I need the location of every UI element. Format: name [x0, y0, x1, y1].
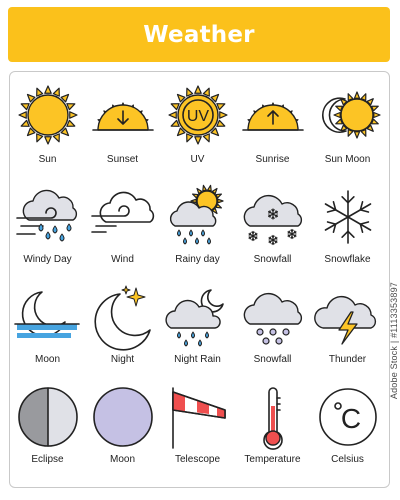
icon-label: Moon — [109, 454, 135, 465]
snowflake-branch — [348, 231, 354, 237]
icon-label: Temperature — [244, 454, 301, 465]
icon-tile-celsius — [310, 384, 385, 484]
icon-tile-sunrise — [235, 84, 310, 184]
sun-ray — [203, 134, 209, 142]
uv-glyph: UV — [186, 108, 210, 125]
moon-over-water-icon — [15, 284, 81, 350]
sun-ray — [218, 199, 223, 203]
windy-day-icon — [15, 184, 81, 250]
snowfall-icon — [240, 184, 306, 250]
sun-ray — [220, 112, 227, 118]
snowflake-branch — [360, 210, 368, 212]
icon-tile-sun-moon — [310, 84, 385, 184]
icon-label: Eclipse — [31, 454, 64, 465]
icon-grid — [10, 84, 390, 484]
sun-ray — [203, 88, 209, 96]
celsius-glyph: C — [340, 403, 362, 434]
snowflake-branch — [360, 222, 368, 224]
icon-label: UV — [190, 154, 205, 165]
sun-ray — [169, 112, 176, 118]
sun-ray — [21, 104, 29, 110]
eclipse-icon — [15, 384, 81, 450]
snowflake-branch — [292, 230, 293, 231]
icon-label: Night Rain — [174, 354, 221, 365]
page-title: Weather — [143, 21, 255, 48]
rainy-day-icon — [165, 184, 231, 250]
icon-tile-eclipse — [10, 384, 85, 484]
icon-tile-rainy-day — [160, 184, 235, 284]
sun-ray — [217, 120, 225, 126]
sunrise-icon — [240, 84, 306, 150]
uv-icon — [165, 84, 231, 150]
icon-label: Sun — [38, 154, 57, 165]
sun-ray — [187, 134, 193, 142]
snowflake-icon — [315, 184, 381, 250]
icon-tile-moon — [10, 284, 85, 384]
sun-ray — [21, 120, 29, 126]
snowflake-branch — [342, 231, 348, 237]
sun-ray — [19, 112, 26, 118]
sun-ray — [355, 132, 360, 138]
icon-tile-snowflake — [310, 184, 385, 284]
sun-ray — [67, 104, 75, 110]
icon-tile-sun — [10, 84, 85, 184]
sun-ray — [187, 88, 193, 96]
sun-ray — [53, 88, 59, 96]
snowflake-branch — [328, 210, 336, 212]
icon-label: Night — [110, 354, 135, 365]
sun-ray — [195, 86, 201, 93]
wind-icon — [90, 184, 156, 250]
icon-label: Sun Moon — [324, 154, 371, 165]
icon-tile-night — [85, 284, 160, 384]
snowfall-dots-icon — [240, 284, 306, 350]
thunder-icon — [315, 284, 381, 350]
icon-label: Sunset — [106, 154, 139, 165]
sun-ray — [334, 113, 340, 118]
icon-tile-night-rain — [160, 284, 235, 384]
snowflake-arm — [325, 217, 348, 230]
sun-ray — [208, 185, 212, 190]
sun-ray — [45, 86, 51, 93]
icon-tile-snowfall — [235, 184, 310, 284]
icon-tile-temperature — [235, 384, 310, 484]
sun-ray — [37, 134, 43, 142]
stock-watermark: Adobe Stock | #1113353897 — [389, 282, 399, 400]
sun-icon — [15, 84, 81, 150]
sun-ray — [67, 120, 75, 126]
snowflake-branch — [291, 237, 292, 238]
icon-label: Moon — [34, 354, 60, 365]
icon-label: Telescope — [174, 454, 221, 465]
icon-tile-snowfall-2 — [235, 284, 310, 384]
sun-ray — [53, 134, 59, 142]
sun-ray — [171, 120, 179, 126]
icon-label: Wind — [111, 254, 134, 265]
icon-label: Sunrise — [255, 154, 290, 165]
windsock-icon — [165, 384, 231, 450]
icon-label: Thunder — [328, 354, 367, 365]
sun-ray — [374, 113, 380, 118]
icon-label: Windy Day — [23, 254, 72, 265]
icon-tile-sunset — [85, 84, 160, 184]
icon-tile-windy-day — [10, 184, 85, 284]
snowflake-branch — [252, 239, 253, 240]
full-moon-icon — [90, 384, 156, 450]
sun-moon-icon — [315, 84, 381, 150]
icon-tile-telescope — [160, 384, 235, 484]
snowflake-arm — [348, 204, 371, 217]
snowflake-arm — [348, 217, 371, 230]
sun-ray — [70, 112, 77, 118]
icon-tile-thunder — [310, 284, 385, 384]
icon-tile-uv — [160, 84, 235, 184]
sun-ray — [171, 104, 179, 110]
snowflake-branch — [342, 197, 348, 203]
celsius-icon — [315, 384, 381, 450]
sun-ray — [355, 92, 360, 98]
sun-ray — [37, 88, 43, 96]
sun-ray — [203, 185, 207, 190]
icon-label: Snowfall — [253, 254, 292, 265]
sunset-icon — [90, 84, 156, 150]
snowflake-arm — [325, 204, 348, 217]
snowflake-branch — [328, 222, 336, 224]
snowflake-branch — [253, 232, 254, 233]
thermometer-icon — [240, 384, 306, 450]
icon-label: Snowflake — [324, 254, 371, 265]
icon-label: Snowfall — [253, 354, 292, 365]
icon-label: Celsius — [331, 454, 364, 465]
sun-ray — [195, 137, 201, 144]
sun-ray — [217, 104, 225, 110]
night-icon — [90, 284, 156, 350]
icon-tile-wind — [85, 184, 160, 284]
snowflake-branch — [273, 236, 274, 237]
night-rain-icon — [165, 284, 231, 350]
snowflake-branch — [272, 243, 273, 244]
icon-tile-full-moon — [85, 384, 160, 484]
title-banner — [8, 7, 390, 62]
icon-label: Rainy day — [175, 254, 220, 265]
sun-ray — [45, 137, 51, 144]
snowflake-branch — [348, 197, 354, 203]
